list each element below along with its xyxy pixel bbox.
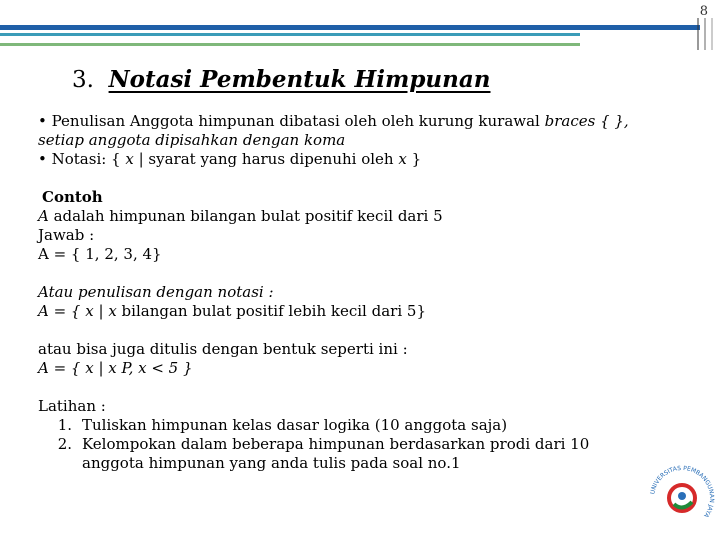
title-text: Notasi Pembentuk Himpunan <box>108 66 491 93</box>
contoh-line-1 <box>38 207 678 226</box>
logo-green-arc <box>674 502 692 508</box>
atau-2-formula: A = { x | x P, x < 5 } <box>38 359 193 377</box>
latihan-item-1 <box>38 416 678 435</box>
header-bar-teal <box>0 33 580 36</box>
atau-1-label: Atau penulisan dengan notasi : <box>38 283 274 301</box>
jawab-answer: A = { 1, 2, 3, 4} <box>38 245 162 263</box>
slide-title <box>72 66 491 93</box>
contoh-heading: Contoh <box>42 188 103 206</box>
latihan-item-1-index: 1. <box>57 416 72 434</box>
header-decoration <box>0 0 720 50</box>
bullet-2-var-2: x <box>398 150 407 168</box>
contoh-text: adalah himpunan bilangan bulat positif kecil dari 5 <box>48 207 443 225</box>
atau-1-a: A = { <box>38 302 86 320</box>
university-logo <box>646 456 718 540</box>
bullet-2-mid: | syarat yang harus dipenuhi oleh <box>133 150 399 168</box>
bullet-1-line-1 <box>38 112 678 131</box>
bullet-2 <box>38 150 678 169</box>
latihan-item-2-cont: anggota himpunan yang anda tulis pada soal no.1 <box>82 454 461 472</box>
header-bar-blue <box>0 25 700 30</box>
slide-number: 8 <box>699 4 708 19</box>
contoh-var: A <box>38 207 49 225</box>
title-number: 3. <box>72 67 94 93</box>
bullet-2-suffix: } <box>406 150 422 168</box>
atau-1-x1: x <box>85 302 94 320</box>
jawab-label: Jawab : <box>38 226 95 244</box>
header-bar-green <box>0 43 580 46</box>
latihan-heading: Latihan : <box>38 397 106 415</box>
atau-1-formula <box>38 302 678 321</box>
bullet-1-text: • Penulisan Anggota himpunan dibatasi oleh oleh kurung kurawal <box>38 112 545 130</box>
latihan-item-2-index: 2. <box>57 435 72 453</box>
latihan-item-2-text: Kelompokan dalam beberapa himpunan berdasarkan prodi dari 10 <box>82 435 590 453</box>
bullet-2-var-1: x <box>125 150 134 168</box>
slide-body <box>38 112 678 473</box>
atau-2-label: atau bisa juga ditulis dengan bentuk seperti ini : <box>38 340 408 358</box>
atau-1-b: | <box>93 302 109 320</box>
logo-ring-text-path: UNIVERSITAS PEMBANGUNAN JAYA <box>649 464 716 519</box>
latihan-item-1-text: Tuliskan himpunan kelas dasar logika (10 anggota saja) <box>82 416 508 434</box>
bullet-1-braces: braces { }, <box>544 112 629 130</box>
latihan-item-2 <box>38 435 678 454</box>
logo-blue-dot <box>678 492 686 500</box>
bullet-1-line-2: setiap anggota dipisahkan dengan koma <box>38 131 346 149</box>
atau-1-x2: x <box>108 302 117 320</box>
atau-1-c: bilangan bulat positif lebih kecil dari 5} <box>116 302 426 320</box>
bullet-2-prefix: • Notasi: { <box>38 150 126 168</box>
